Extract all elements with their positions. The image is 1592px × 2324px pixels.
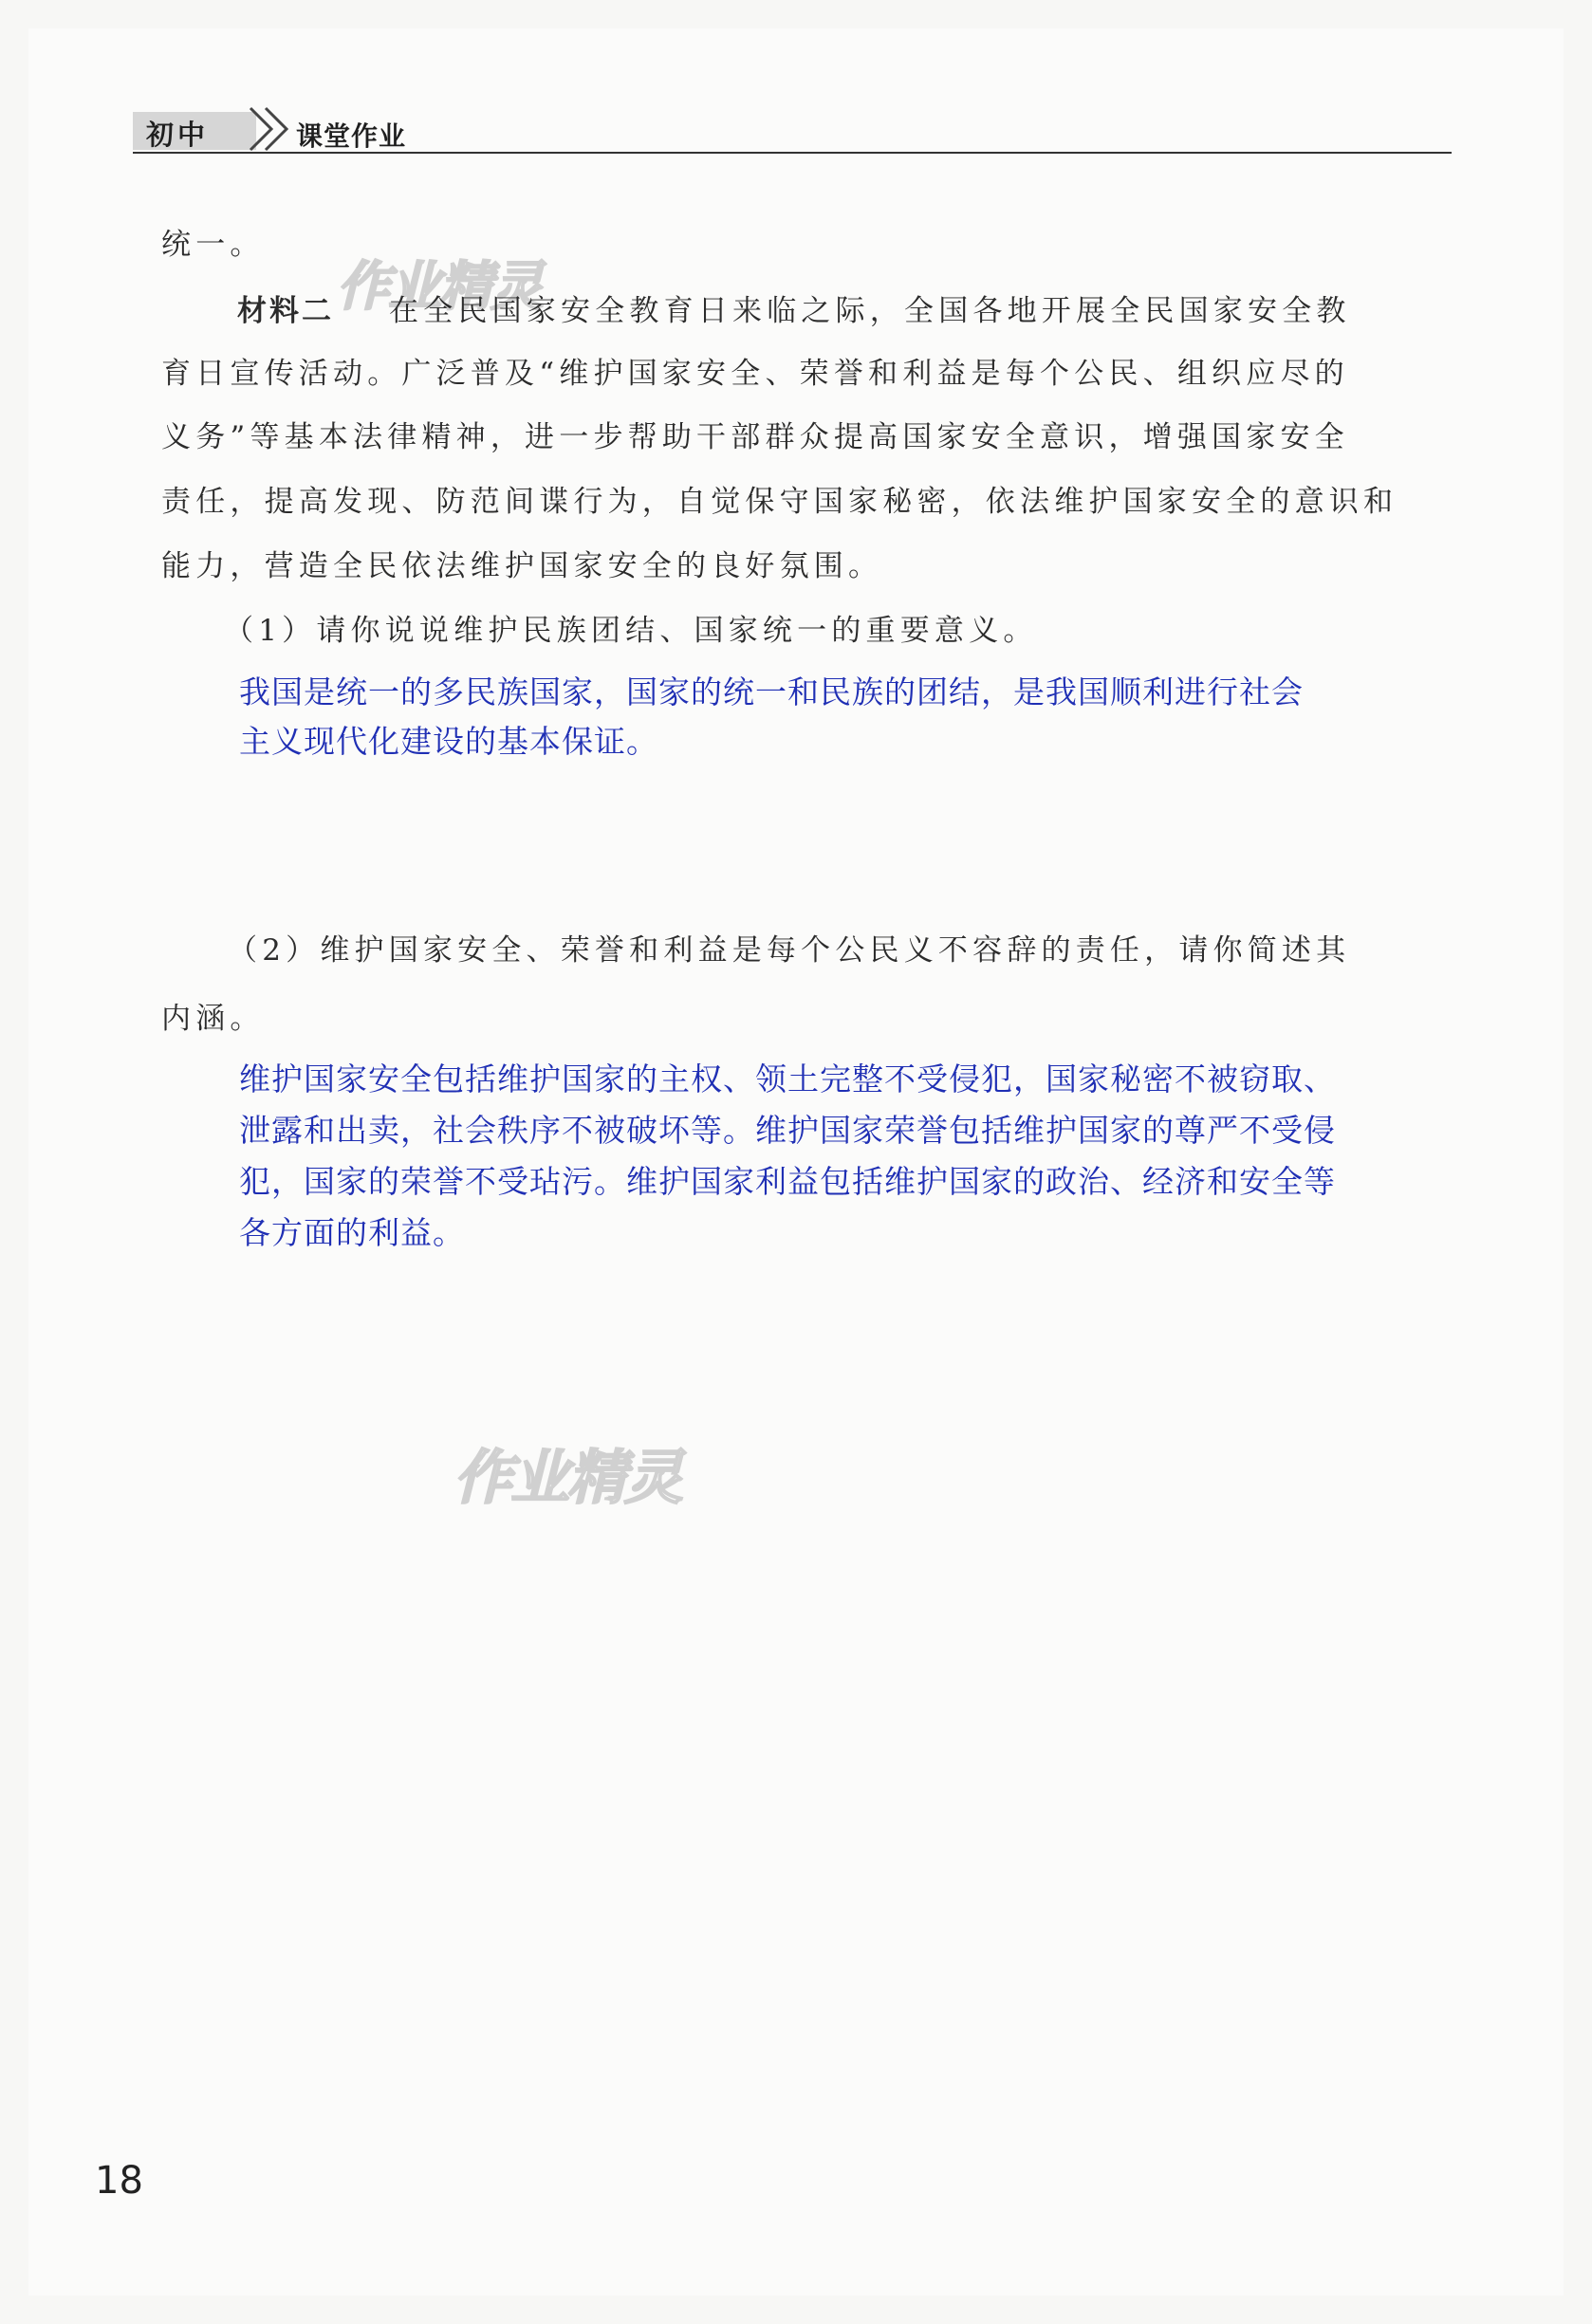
material-line: 能力，营造全民依法维护国家安全的良好氛围。 — [161, 549, 883, 583]
material-line: 责任，提高发现、防范间谍行为，自觉保守国家秘密，依法维护国家安全的意识和 — [161, 485, 1398, 519]
material-line: 义务”等基本法律精神，进一步帮助干部群众提高国家安全意识，增强国家安全 — [161, 420, 1349, 454]
answer-2-line: 犯，国家的荣誉不受玷污。维护国家利益包括维护国家的政治、经济和安全等 — [239, 1163, 1336, 1200]
question-1: （1）请你说说维护民族团结、国家统一的重要意义。 — [224, 614, 1038, 648]
material-label: 材料二 — [237, 294, 334, 328]
header-chip: 初中 — [146, 119, 210, 151]
watermark: 作业精灵 — [454, 1443, 682, 1512]
material-line: 在全民国家安全教育日来临之际，全国各地开展全民国家安全教 — [389, 294, 1351, 328]
double-chevron-icon — [245, 104, 302, 152]
header-rule — [133, 152, 1452, 154]
material-line: 育日宣传活动。广泛普及“维护国家安全、荣誉和利益是每个公民、组织应尽的 — [161, 357, 1349, 391]
answer-1-line: 主义现代化建设的基本保证。 — [239, 723, 658, 760]
page-header — [133, 104, 1452, 152]
header-title: 课堂作业 — [296, 120, 407, 152]
answer-2-line: 泄露和出卖，社会秩序不被破坏等。维护国家荣誉包括维护国家的尊严不受侵 — [239, 1112, 1336, 1149]
page-number: 18 — [95, 2159, 143, 2203]
watermark: 作业精灵 — [337, 256, 542, 318]
text-line: 统一。 — [161, 228, 265, 262]
answer-1-line: 我国是统一的多民族国家，国家的统一和民族的团结，是我国顺利进行社会 — [239, 673, 1304, 710]
question-2-line: （2）维护国家安全、荣誉和利益是每个公民义不容辞的责任，请你简述其 — [228, 933, 1351, 968]
question-2-line: 内涵。 — [161, 1002, 265, 1036]
answer-2-line: 各方面的利益。 — [239, 1214, 465, 1251]
answer-2-line: 维护国家安全包括维护国家的主权、领土完整不受侵犯，国家秘密不被窃取、 — [239, 1061, 1336, 1097]
